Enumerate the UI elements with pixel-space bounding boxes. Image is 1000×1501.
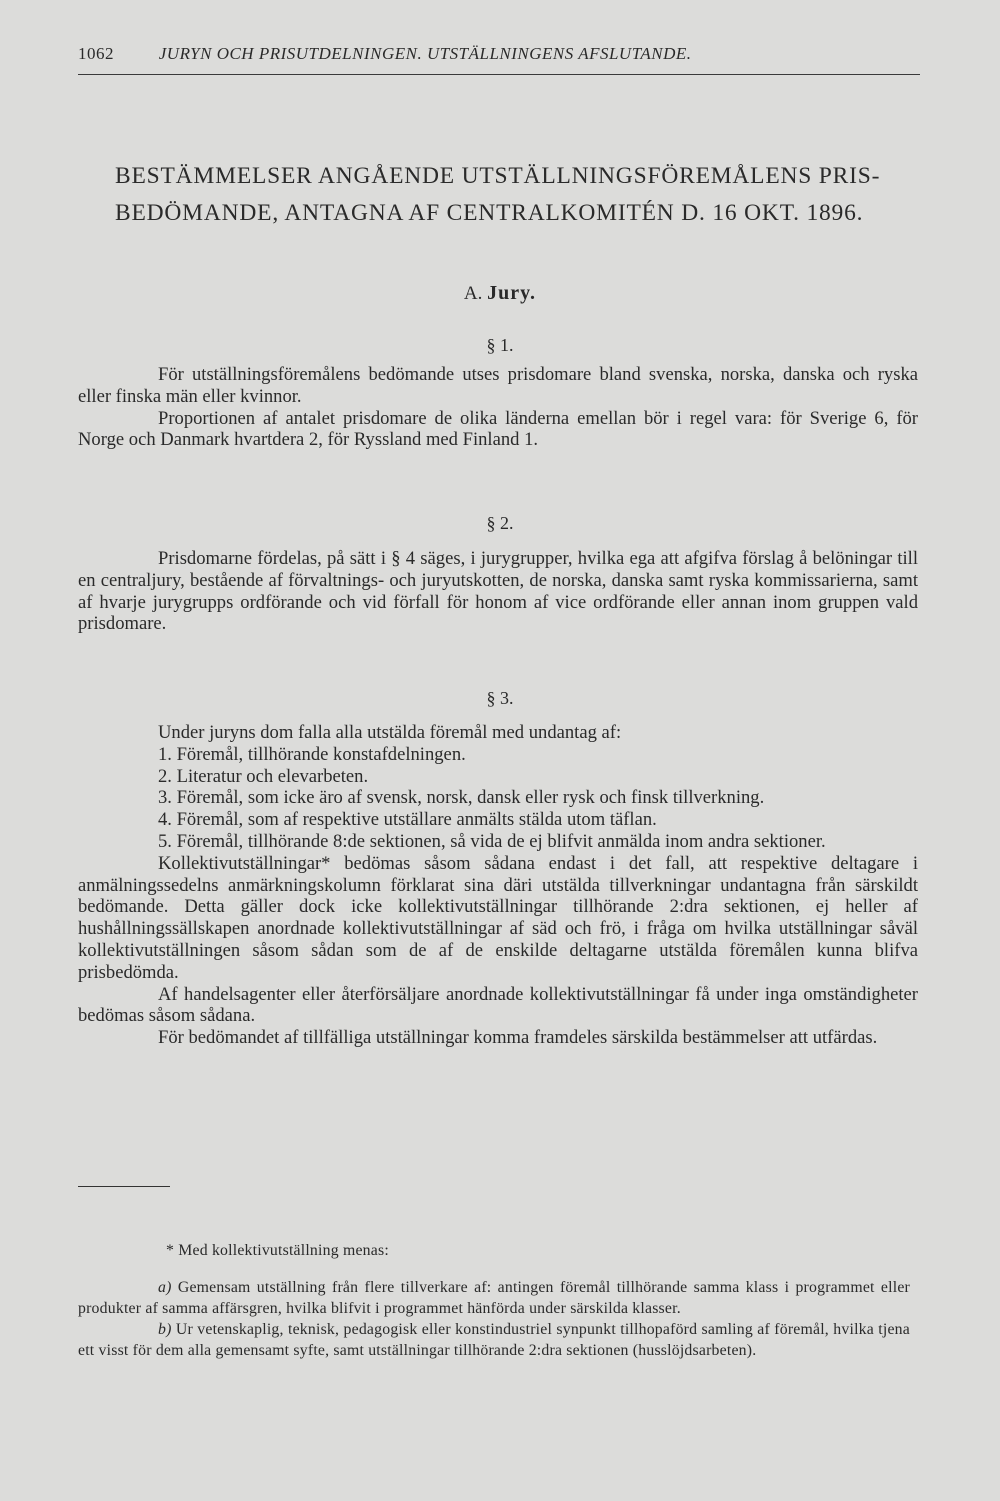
footnote-item-b-mark: b) bbox=[158, 1320, 172, 1338]
paragraph-sign-1: § 1. bbox=[486, 335, 514, 355]
title-line-1: BESTÄMMELSER ANGÅENDE UTSTÄLLNINGSFÖREMÅLENS PRIS- bbox=[115, 163, 881, 189]
running-title: JURYN OCH PRISUTDELNINGEN. UTSTÄLLNINGENS AFSLUTANDE. bbox=[158, 44, 692, 63]
footnote-item-a-text: Gemensam utställning från flere tillverkare af: antingen föremål tillhörande samma klass i programmet eller produkter af samma affärsgren, hvilka blifvit i programmet hänförda under särskilda klasser. bbox=[78, 1278, 910, 1317]
section-letter: A. bbox=[463, 283, 483, 304]
footnote-item-a-mark: a) bbox=[158, 1278, 172, 1296]
footnote-divider bbox=[78, 1186, 170, 1187]
paragraph-sign-3: § 3. bbox=[486, 688, 514, 708]
exception-item-5: 5. Föremål, tillhörande 8:de sektionen, så vida de ej blifvit anmälda inom andra sektioner. bbox=[158, 830, 826, 852]
footnote-item-a bbox=[78, 1277, 910, 1319]
title-line-2: BEDÖMANDE, ANTAGNA AF CENTRALKOMITÉN D. 16 OKT. 1896. bbox=[115, 200, 864, 226]
s3-tillfalliga-text: För bedömandet af tillfälliga utställningar komma framdeles särskilda bestämmelser att utfärdas. bbox=[158, 1027, 878, 1049]
paragraph-3-body bbox=[78, 722, 918, 1049]
footnote-item-b-text: Ur vetenskaplig, teknisk, pedagogisk eller konstindustriel synpunkt tillhopaförd samling af föremål, hvilka tjena ett visst för dem alla gemensamt syfte, samt utställningar tillhörande 2:dra sektionen (husslöjdsarbeten). bbox=[78, 1320, 910, 1359]
paragraph-sign-2: § 2. bbox=[486, 513, 514, 533]
s1-text-1: För utställningsföremålens bedömande utses prisdomare bland svenska, norska, danska och ryska eller finska män eller kvinnor. bbox=[78, 364, 918, 407]
s3-kollektiv-text: Kollektivutställningar* bedömas såsom sådana endast i det fall, att respektive deltagare i anmälningssedelns anmärkningskolumn förklarat sina däri utstälda tillverkningar undantagna från särskildt bedömande. Detta gäller dock icke kollektivutställningar tillhörande 2:dra sektionen, ej heller af hushållningssällskapen anordnade kollektivutställningar af säd och frö, i fråga om hvilka utställningar såväl kollektivutställningen såsom sådan som de af de enskilde deltagarne utstälda föremålen kunna blifva prisbedömda. bbox=[78, 852, 918, 983]
s3-handel-text: Af handelsagenter eller återförsäljare anordnade kollektivutställningar få under inga omständigheter bedömas såsom sådana. bbox=[78, 983, 918, 1027]
footnote-heading: * Med kollektivutställning menas: bbox=[166, 1241, 389, 1259]
section-heading-a bbox=[0, 282, 1000, 305]
footnote-item-b bbox=[78, 1319, 910, 1361]
s2-text-1: Prisdomarne fördelas, på sätt i § 4 säges, i jurygrupper, hvilka ega att afgifva förslag å belöningar till en centraljury, bestående af förvaltnings- och juryutskotten, de norska, danska samt ryska kommissarierna, samt af hvarje jurygrupps ordförande och vid förfall för honom af vice ordförande eller annan inom gruppen vald prisdomare. bbox=[78, 548, 918, 635]
running-header bbox=[78, 44, 920, 75]
exception-item-2: 2. Literatur och elevarbeten. bbox=[158, 765, 369, 787]
exception-item-1: 1. Föremål, tillhörande konstafdelningen. bbox=[158, 743, 466, 765]
page-title bbox=[115, 158, 905, 232]
paragraph-2-body bbox=[78, 548, 918, 635]
page-number: 1062 bbox=[78, 44, 114, 63]
section-label: Jury. bbox=[487, 282, 537, 304]
exception-item-4: 4. Föremål, som af respektive utställare anmälts stälda utom täflan. bbox=[158, 809, 657, 831]
footnote bbox=[78, 1224, 910, 1361]
s3-intro: Under juryns dom falla alla utstälda föremål med undantag af: bbox=[158, 722, 622, 743]
exception-item-3: 3. Föremål, som icke äro af svensk, norsk, dansk eller rysk och finsk tillverkning. bbox=[158, 787, 765, 809]
paragraph-1-body bbox=[78, 364, 918, 451]
s1-text-2: Proportionen af antalet prisdomare de olika länderna emellan bör i regel vara: för Sverige 6, för Norge och Danmark hvartdera 2, för Ryssland med Finland 1. bbox=[78, 407, 918, 451]
